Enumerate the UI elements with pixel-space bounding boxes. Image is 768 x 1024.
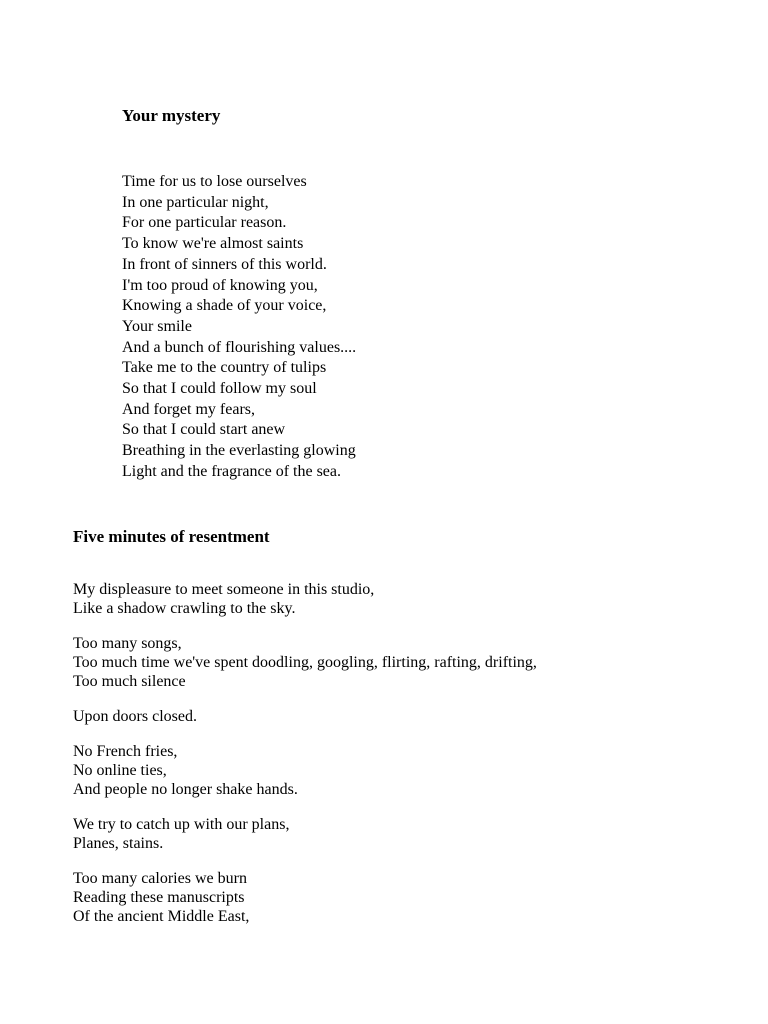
stanza (73, 580, 537, 618)
stanza (73, 815, 537, 853)
stanza (73, 742, 537, 799)
stanza (73, 707, 537, 726)
stanza (73, 869, 537, 926)
poem-line: Too many songs, (73, 635, 182, 652)
poem-line: So that I could start anew (122, 421, 286, 439)
poem-line: No online ties, (73, 762, 167, 779)
poem-line: Planes, stains. (73, 835, 164, 852)
poem-line: Light and the fragrance of the sea. (122, 462, 342, 480)
poem-line: And forget my fears, (122, 400, 255, 418)
poem-line: Your smile (122, 317, 192, 335)
poem-line: Breathing in the everlasting glowing (122, 442, 356, 460)
poem-five-minutes-of-resentment (73, 527, 537, 942)
poem-body (122, 172, 356, 483)
poem-line: Too many calories we burn (73, 870, 247, 887)
poem-line: Time for us to lose ourselves (122, 173, 307, 190)
poem-your-mystery (122, 106, 356, 483)
poem-line: So that I could follow my soul (122, 380, 317, 398)
poem-line: Like a shadow crawling to the sky. (73, 600, 296, 617)
poem-line: And a bunch of flourishing values.... (122, 338, 357, 356)
poem-line: No French fries, (73, 743, 178, 760)
poem-line: Upon doors closed. (73, 708, 197, 725)
poem-title: Your mystery (122, 106, 221, 125)
poem-line: Too much time we've spent doodling, googling, flirting, rafting, drifting, (73, 654, 537, 671)
poem-line: Take me to the country of tulips (122, 359, 327, 377)
poem-line: And people no longer shake hands. (73, 781, 298, 798)
poem-line: We try to catch up with our plans, (73, 816, 290, 833)
poem-line: My displeasure to meet someone in this studio, (73, 581, 375, 598)
poem-line: To know we're almost saints (122, 235, 304, 253)
poem-line: I'm too proud of knowing you, (122, 276, 318, 294)
poem-line: In front of sinners of this world. (122, 255, 327, 273)
poem-line: Knowing a shade of your voice, (122, 297, 327, 315)
poem-line: Of the ancient Middle East, (73, 908, 250, 925)
poem-body (73, 580, 537, 926)
poem-line: Reading these manuscripts (73, 889, 245, 906)
stanza (73, 634, 537, 691)
poem-line: Too much silence (73, 673, 186, 690)
poem-line: In one particular night, (122, 193, 269, 211)
poem-line: For one particular reason. (122, 214, 287, 232)
poem-title: Five minutes of resentment (73, 527, 270, 546)
